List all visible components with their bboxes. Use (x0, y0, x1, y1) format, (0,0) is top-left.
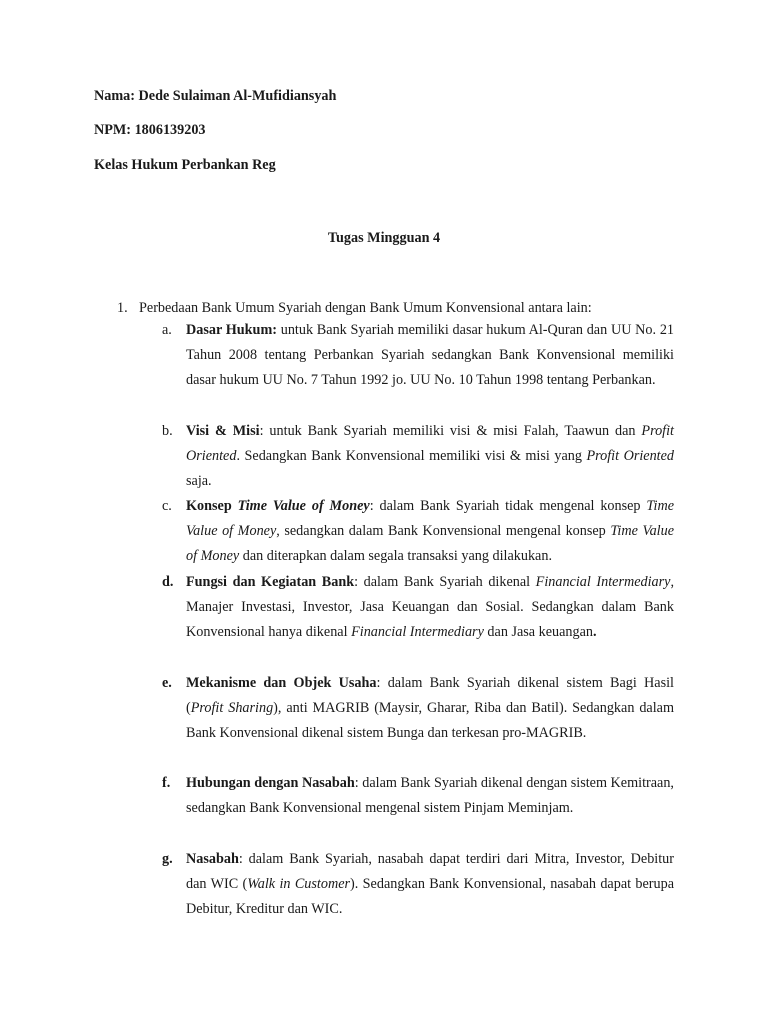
assignment-title: Tugas Mingguan 4 (327, 230, 441, 246)
text-segment: untuk Bank Syariah memiliki dasar hukum Al-Quran dan UU No. 21 Tahun 2008 tentang Perbankan Syariah sedangkan Bank Konvensional memiliki dasar hukum UU No. 7 Tahun 1992 jo. UU No. 10 Tahun 1998 tentang Perbankan. (186, 322, 675, 388)
list-marker: b. (162, 423, 173, 439)
text-segment: Time Value of Money (237, 498, 370, 514)
text-segment: : dalam Bank Syariah dikenal dengan sistem Kemitraan, sedangkan Bank Konvensional mengenal sistem Pinjam Meminjam. (186, 775, 674, 816)
list-item-e (162, 671, 674, 746)
question-text: Perbedaan Bank Umum Syariah dengan Bank Umum Konvensional antara lain: (139, 300, 592, 316)
text-segment: ), anti MAGRIB (Maysir, Gharar, Riba dan Batil). Sedangkan dalam Bank Konvensional dikenal sistem Bunga dan terkesan pro-MAGRIB. (186, 700, 674, 741)
list-item-f (162, 771, 674, 821)
list-item-text (186, 771, 674, 821)
student-npm: NPM: 1806139203 (94, 122, 206, 138)
text-segment: Time Value of Money (186, 523, 674, 564)
list-marker: d. (162, 574, 174, 590)
text-segment: : dalam Bank Syariah, nasabah dapat terdiri dari Mitra, Investor, Debitur dan WIC ( (186, 851, 674, 892)
list-item-text (186, 419, 674, 494)
text-segment: Profit Oriented (586, 448, 675, 464)
text-segment: , Manajer Investasi, Investor, Jasa Keuangan dan Sosial. Sedangkan dalam Bank Konvensional hanya dikenal (186, 574, 675, 640)
list-item-g (162, 847, 674, 922)
text-segment: dan Jasa keuangan (483, 624, 593, 640)
list-item-d (162, 570, 674, 645)
list-item-c (162, 494, 674, 569)
text-segment: . (593, 624, 597, 640)
list-marker: g. (162, 851, 173, 867)
list-marker: a. (162, 322, 172, 338)
text-segment: : dalam Bank Syariah dikenal (354, 574, 536, 590)
text-segment: Fungsi dan Kegiatan Bank (186, 574, 355, 590)
text-segment: . Sedangkan Bank Konvensional memiliki visi & misi yang (236, 448, 587, 464)
text-segment: Profit Oriented (186, 423, 674, 464)
list-item-text (186, 318, 674, 393)
list-item-b (162, 419, 674, 494)
list-item-text (186, 847, 674, 922)
list-item-a (162, 318, 674, 393)
text-segment: , sedangkan dalam Bank Konvensional mengenal konsep (276, 523, 611, 539)
text-segment: Mekanisme dan Objek Usaha (186, 675, 377, 691)
text-segment: Dasar Hukum: (186, 322, 277, 338)
text-segment: Visi & Misi (186, 423, 260, 439)
text-segment: Financial Intermediary (351, 624, 484, 640)
text-segment: Time Value of Money (186, 498, 674, 539)
text-segment: Profit Sharing (190, 700, 274, 716)
list-item-text (186, 494, 674, 569)
list-marker: e. (162, 675, 172, 691)
question-number: 1. (117, 300, 128, 316)
list-marker: c. (162, 498, 172, 514)
text-segment: ). Sedangkan Bank Konvensional, nasabah dapat berupa Debitur, Kreditur dan WIC. (186, 876, 675, 917)
text-segment: : untuk Bank Syariah memiliki visi & misi Falah, Taawun dan (259, 423, 642, 439)
class-name: Kelas Hukum Perbankan Reg (94, 157, 276, 173)
list-item-text (186, 671, 674, 746)
text-segment: Konsep (186, 498, 238, 514)
text-segment: : dalam Bank Syariah tidak mengenal konsep (369, 498, 647, 514)
list-item-text (186, 570, 674, 645)
list-marker: f. (162, 775, 171, 791)
text-segment: saja. (186, 473, 212, 489)
student-name: Nama: Dede Sulaiman Al-Mufidiansyah (94, 88, 337, 104)
text-segment: Nasabah (186, 851, 239, 867)
text-segment: Walk in Customer (247, 876, 351, 892)
text-segment: Hubungan dengan Nasabah (186, 775, 355, 791)
text-segment: dan diterapkan dalam segala transaksi yang dilakukan. (239, 548, 552, 564)
text-segment: Financial Intermediary (535, 574, 671, 590)
text-segment: : dalam Bank Syariah dikenal sistem Bagi Hasil ( (186, 675, 675, 716)
